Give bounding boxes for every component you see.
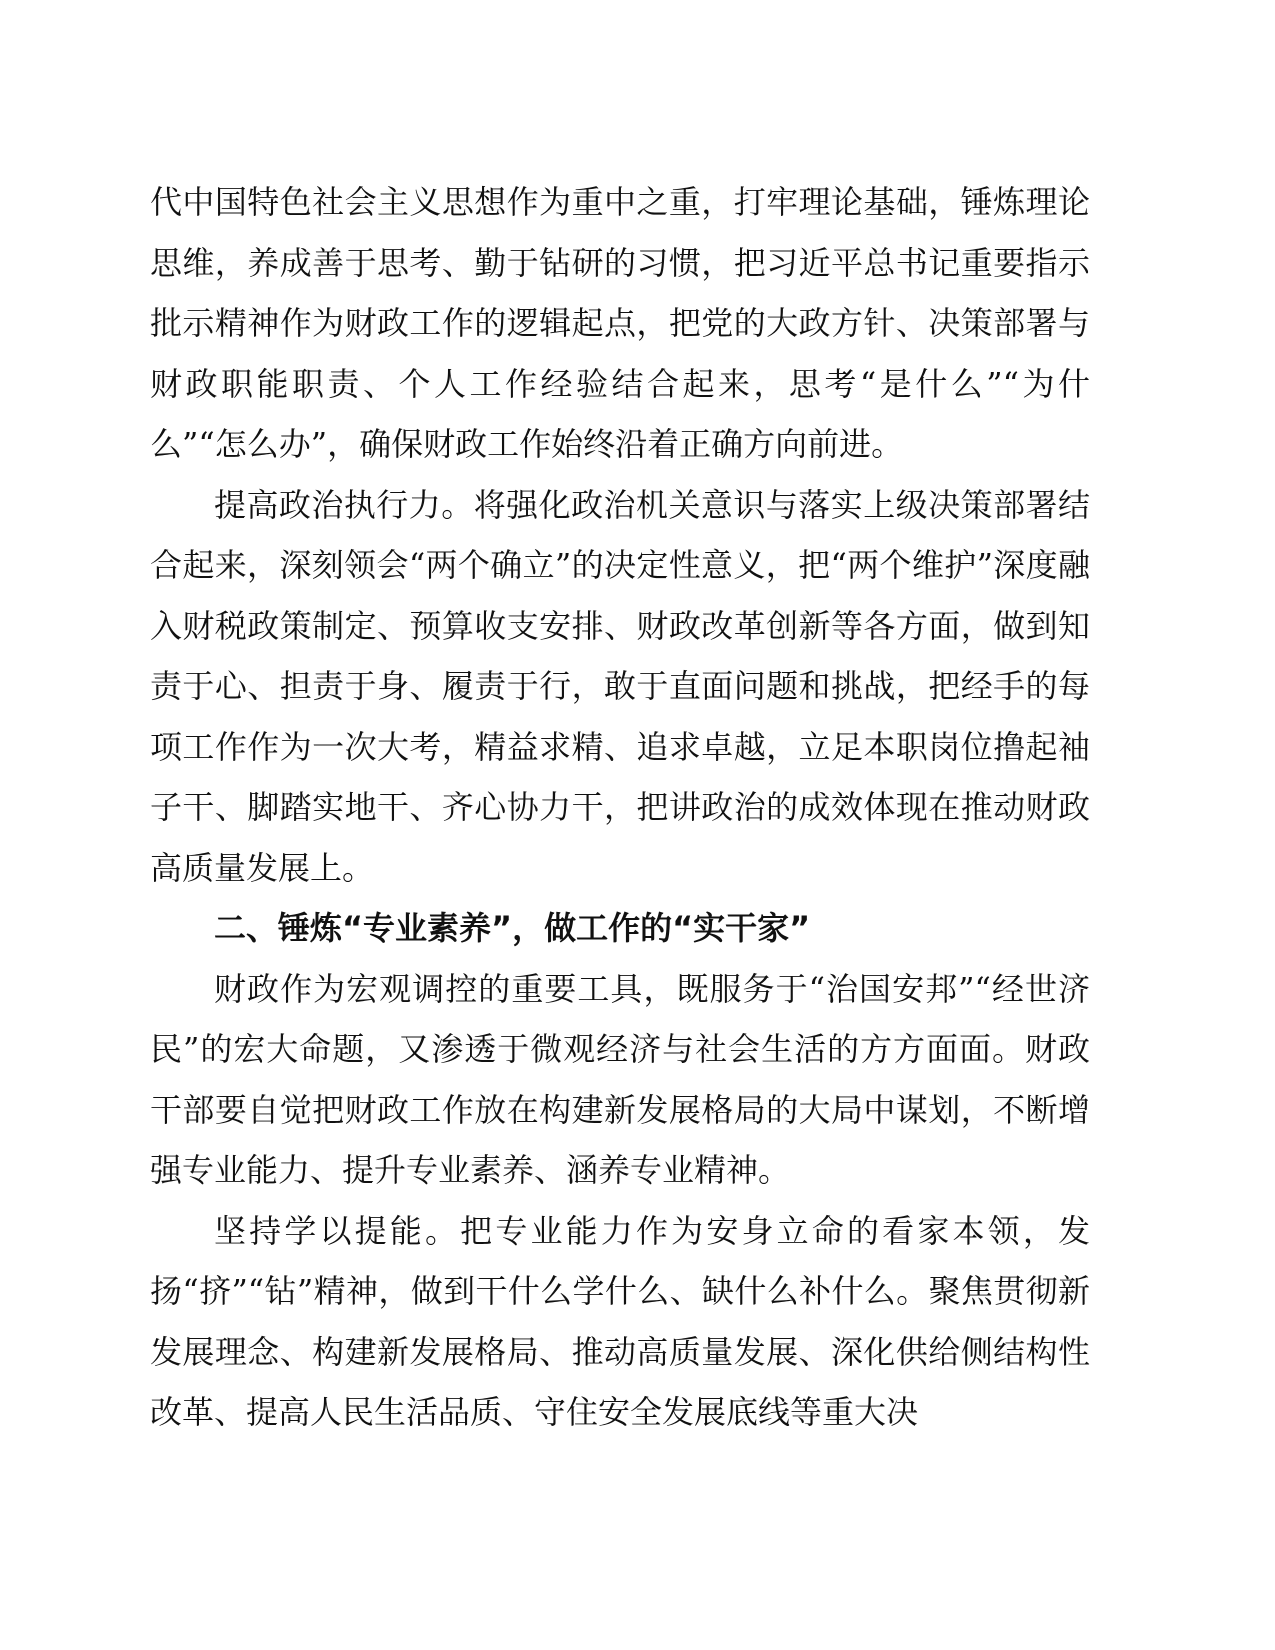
paragraph-learning: 坚持学以提能。把专业能力作为安身立命的看家本领，发扬“挤”“钻”精神，做到干什么学什么、缺什么补什么。聚焦贯彻新发展理念、构建新发展格局、推动高质量发展、深化供给侧结构性改革、提高人民生活品质、守住安全发展底线等重大决: [150, 1211, 1090, 1431]
paragraph-political-execution: 提高政治执行力。将强化政治机关意识与落实上级决策部署结合起来，深刻领会“两个确立”的决定性意义，把“两个维护”深度融入财税政策制定、预算收支安排、财政改革创新等各方面，做到知责于心、担责于身、履责于行，敢于直面问题和挑战，把经手的每项工作作为一次大考，精益求精、追求卓越，立足本职岗位撸起袖子干、脚踏实地干、齐心协力干，把讲政治的成效体现在推动财政高质量发展上。: [150, 485, 1090, 887]
section-heading: 二、锤炼“专业素养”，做工作的“实干家”: [214, 909, 811, 947]
paragraph-continued: 代中国特色社会主义思想作为重中之重，打牢理论基础，锤炼理论思维，养成善于思考、勤于钻研的习惯，把习近平总书记重要指示批示精神作为财政工作的逻辑起点，把党的大政方针、决策部署与财政职能职责、个人工作经验结合起来，思考“是什么”“为什么”“怎么办”，确保财政工作始终沿着正确方向前进。: [150, 183, 1090, 463]
document-body: [150, 172, 1090, 1443]
paragraph-fiscal-role: 财政作为宏观调控的重要工具，既服务于“治国安邦”“经世济民”的宏大命题，又渗透于微观经济与社会生活的方方面面。财政干部要自觉把财政工作放在构建新发展格局的大局中谋划，不断增强专业能力、提升专业素养、涵养专业精神。: [150, 969, 1090, 1189]
